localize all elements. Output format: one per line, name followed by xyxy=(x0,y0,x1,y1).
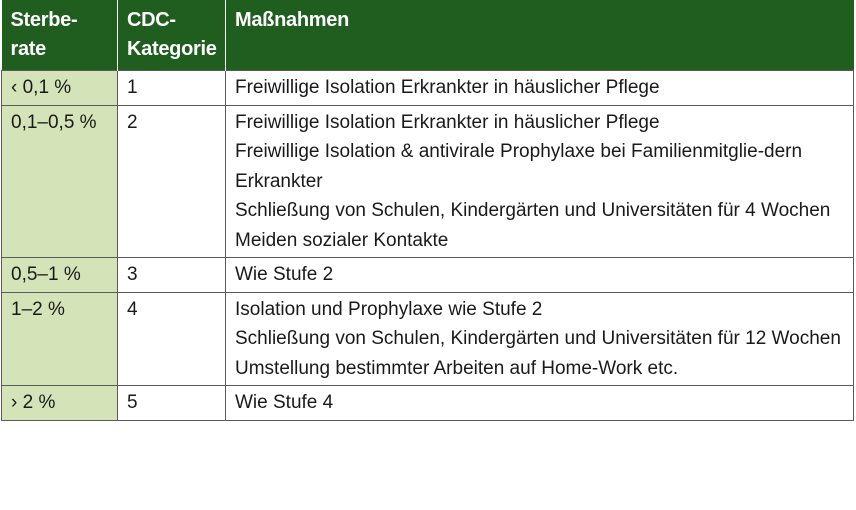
rate-cell: 0,5–1 % xyxy=(2,258,118,293)
table-row xyxy=(2,258,854,293)
measures-table xyxy=(1,0,854,421)
measure-line: Wie Stufe 2 xyxy=(235,264,334,285)
rate-cell: › 2 % xyxy=(2,386,118,421)
category-cell: 5 xyxy=(118,386,226,421)
category-cell: 4 xyxy=(118,292,226,386)
measure-line: Schließung von Schulen, Kindergärten und Universitäten für 4 Wochen xyxy=(235,200,831,221)
measure-line: Meiden sozialer Kontakte xyxy=(235,229,449,251)
measure-line: Umstellung bestimmter Arbeiten auf Home-Work etc. xyxy=(235,357,679,379)
header-rate xyxy=(2,0,118,71)
measures-cell xyxy=(226,258,854,293)
table-row xyxy=(2,386,854,421)
measure-line: Freiwillige Isolation Erkrankter in häuslicher Pflege xyxy=(235,111,660,133)
category-cell: 1 xyxy=(118,71,226,106)
table-row xyxy=(2,71,854,106)
measures-cell xyxy=(226,105,854,258)
measure-line: Wie Stufe 4 xyxy=(235,392,334,413)
measure-line: Isolation und Prophylaxe wie Stufe 2 xyxy=(235,298,543,320)
header-rate-line-2: rate xyxy=(10,38,46,60)
measures-cell xyxy=(226,71,854,106)
header-measures-label: Maßnahmen xyxy=(235,9,349,31)
measure-line: Schließung von Schulen, Kindergärten und Universitäten für 12 Wochen xyxy=(235,328,841,349)
category-cell: 3 xyxy=(118,258,226,293)
measures-cell xyxy=(226,386,854,421)
table-row xyxy=(2,105,854,258)
header-rate-line-1: Sterbe- xyxy=(10,9,78,31)
header-measures xyxy=(226,0,854,71)
rate-cell: ‹ 0,1 % xyxy=(2,71,118,106)
table-row xyxy=(2,292,854,386)
measure-line: Freiwillige Isolation Erkrankter in häuslicher Pflege xyxy=(235,77,660,98)
measure-line: Freiwillige Isolation & antivirale Prophylaxe bei Familienmitglie-dern Erkrankter xyxy=(235,141,803,192)
rate-cell: 0,1–0,5 % xyxy=(2,105,118,258)
rate-cell: 1–2 % xyxy=(2,292,118,386)
header-category xyxy=(118,0,226,71)
header-category-line-1: CDC- xyxy=(127,9,176,31)
category-cell: 2 xyxy=(118,105,226,258)
header-category-line-2: Kategorie xyxy=(127,38,217,60)
measures-cell xyxy=(226,292,854,386)
header-row xyxy=(2,0,854,71)
